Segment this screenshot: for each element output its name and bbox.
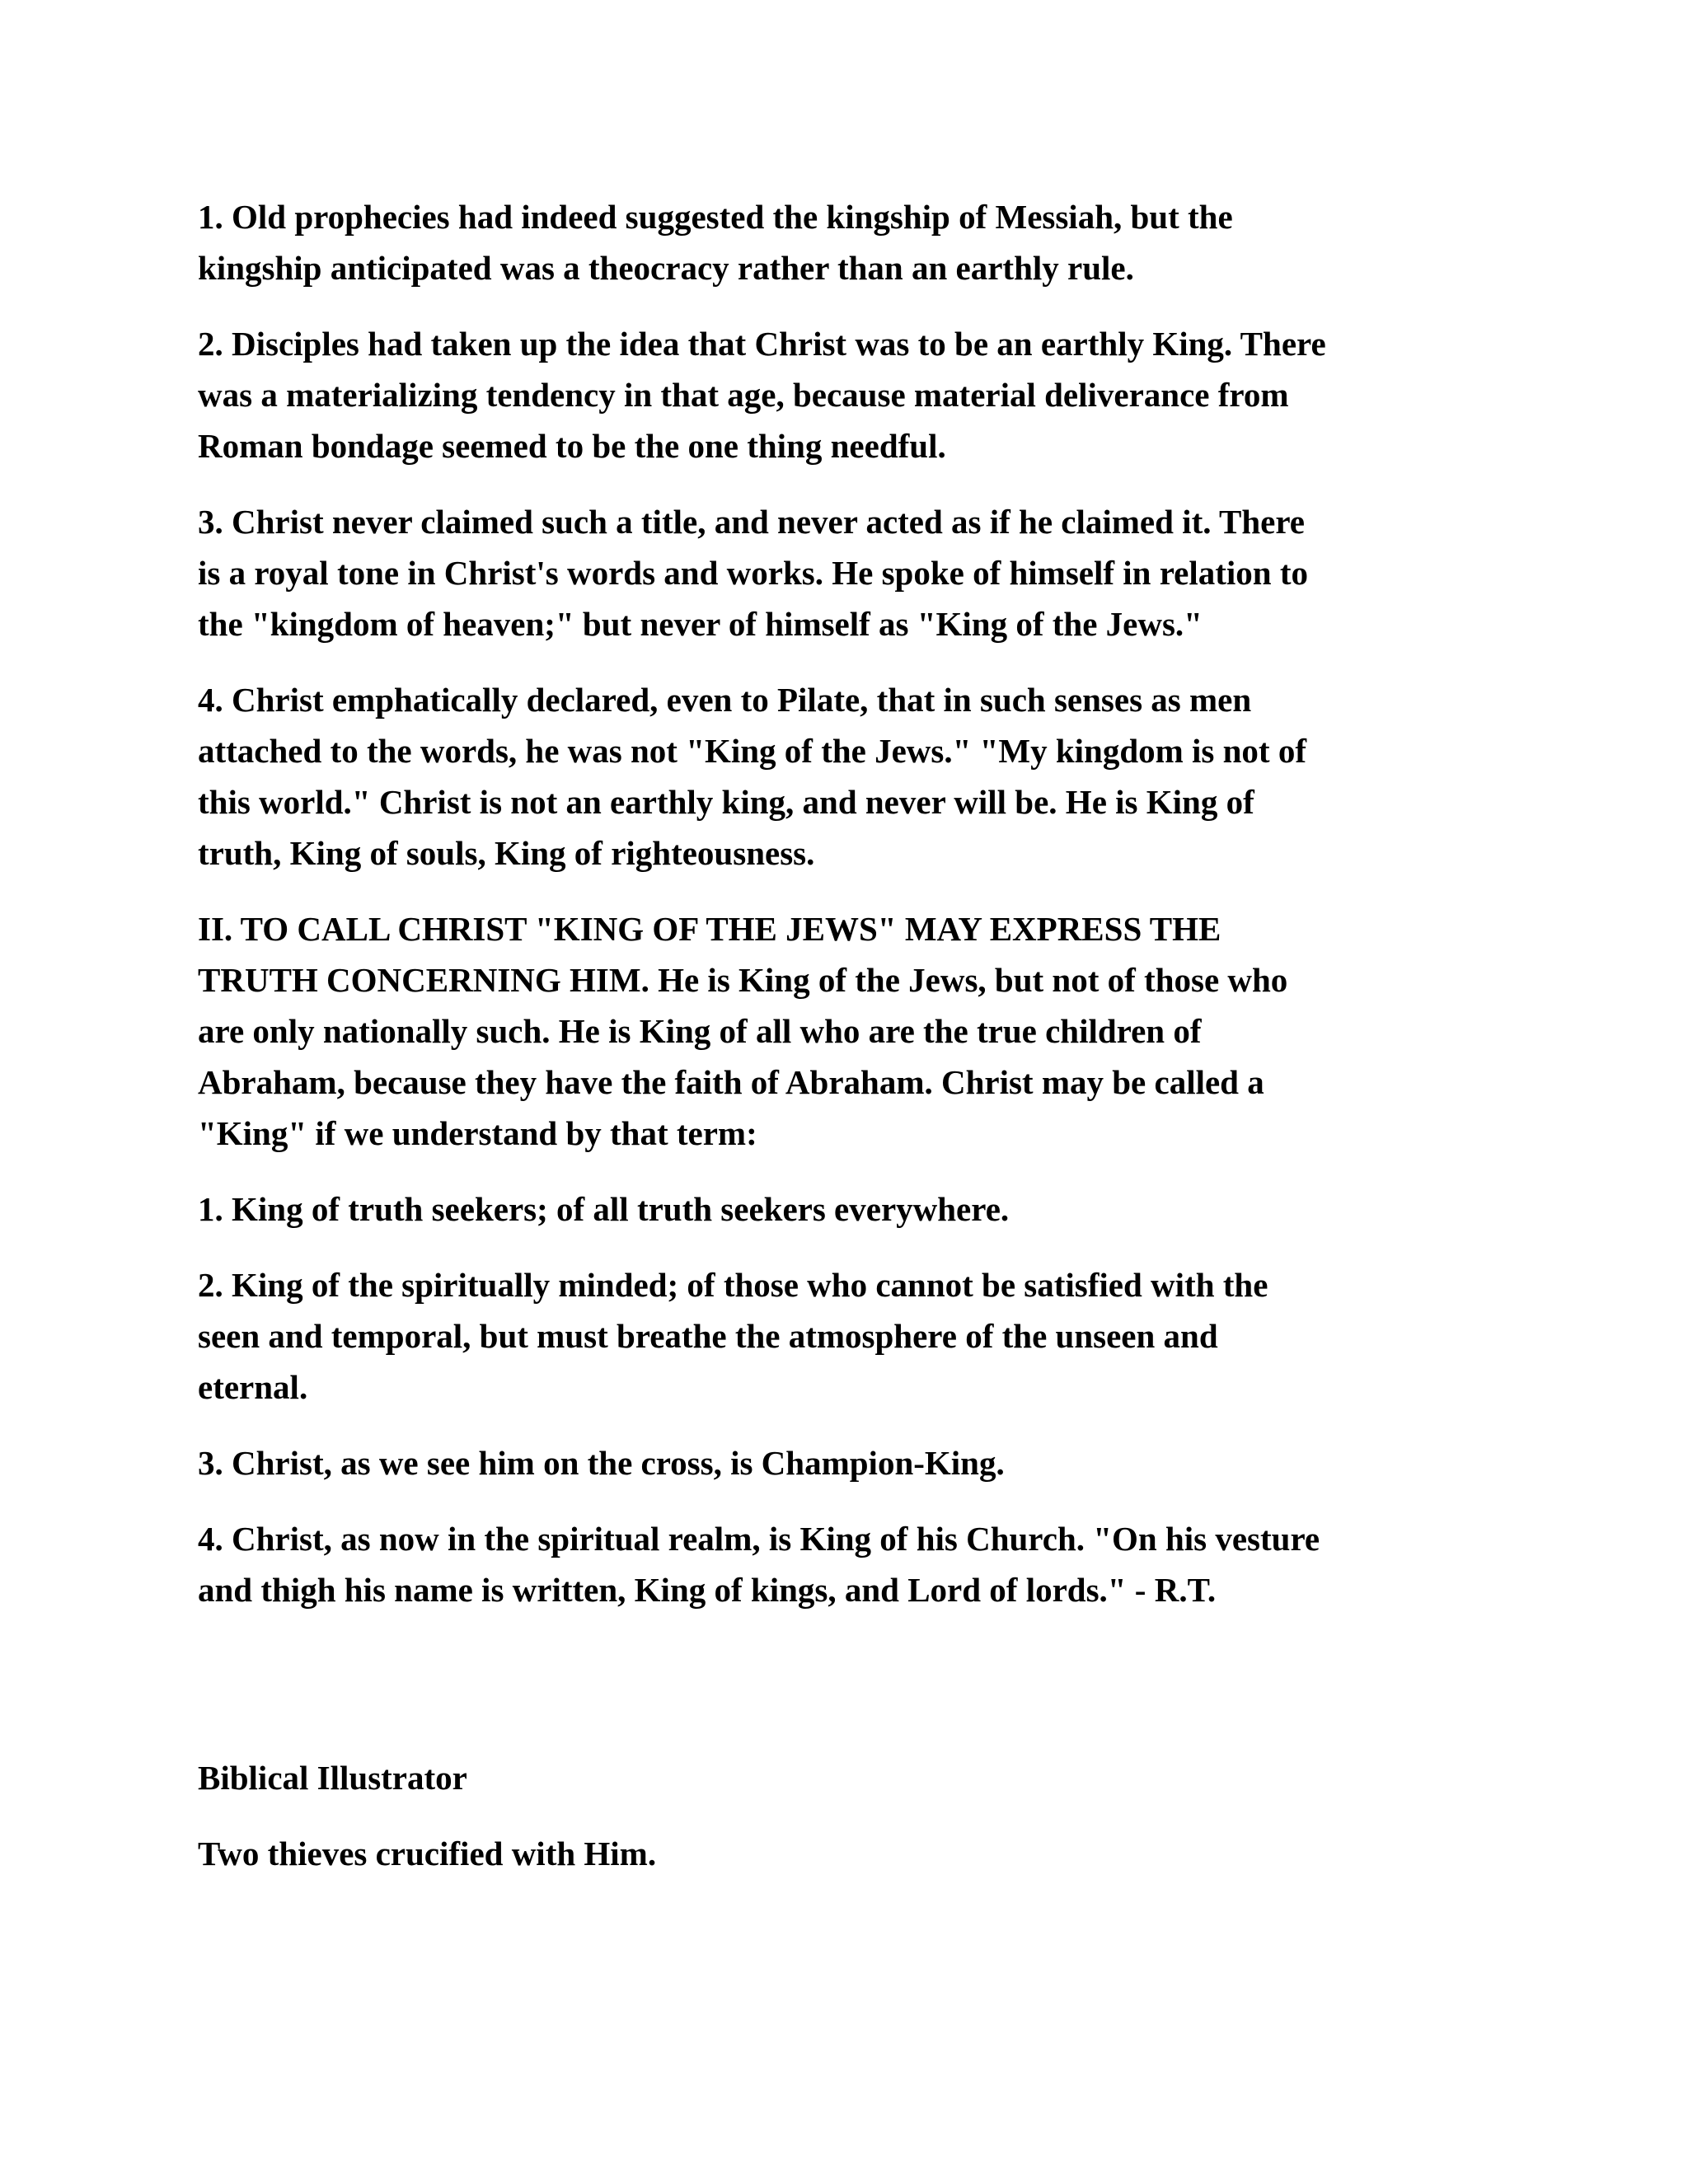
paragraph-king-point-2: 2. King of the spiritually minded; of those who cannot be satisfied with the seen and temporal, but must breathe the atmosphere of the unseen and eternal. [198,1266,1268,1406]
paragraph-point-2: 2. Disciples had taken up the idea that Christ was to be an earthly King. There was a materializing tendency in that age, because material deliverance from Roman bondage seemed to be the one thing needful. [198,325,1326,465]
paragraph-point-4: 4. Christ emphatically declared, even to Pilate, that in such senses as men attached to the words, he was not "King of the Jews." "My kingdom is not of this world." Christ is not an earthly king, and never will be. He is King of truth, King of souls, King of righteousness. [198,681,1306,872]
section-subtitle: Two thieves crucified with Him. [198,1835,657,1872]
paragraph-point-1: 1. Old prophecies had indeed suggested the kingship of Messiah, but the kingship anticipated was a theocracy rather than an earthly rule. [198,198,1233,287]
paragraph-king-point-1: 1. King of truth seekers; of all truth seekers everywhere. [198,1190,1010,1228]
paragraph-point-3: 3. Christ never claimed such a title, and never acted as if he claimed it. There is a royal tone in Christ's words and works. He spoke of himself in relation to the "kingdom of heaven;" but never of himself as "King of the Jews." [198,503,1309,643]
paragraph-king-point-3: 3. Christ, as we see him on the cross, is Champion-King. [198,1444,1005,1482]
paragraph-section-ii: II. TO CALL CHRIST "KING OF THE JEWS" MAY EXPRESS THE TRUTH CONCERNING HIM. He is King of the Jews, but not of those who are only nationally such. He is King of all who are the true children of Abraham, because they have the faith of Abraham. Christ may be called a "King" if we understand by that term: [198,910,1288,1152]
document-body [198,191,1517,1904]
section-title: Biblical Illustrator [198,1759,467,1797]
section-gap [198,1640,1517,1752]
paragraph-king-point-4: 4. Christ, as now in the spiritual realm, is King of his Church. "On his vesture and thigh his name is written, King of kings, and Lord of lords." - R.T. [198,1520,1320,1609]
